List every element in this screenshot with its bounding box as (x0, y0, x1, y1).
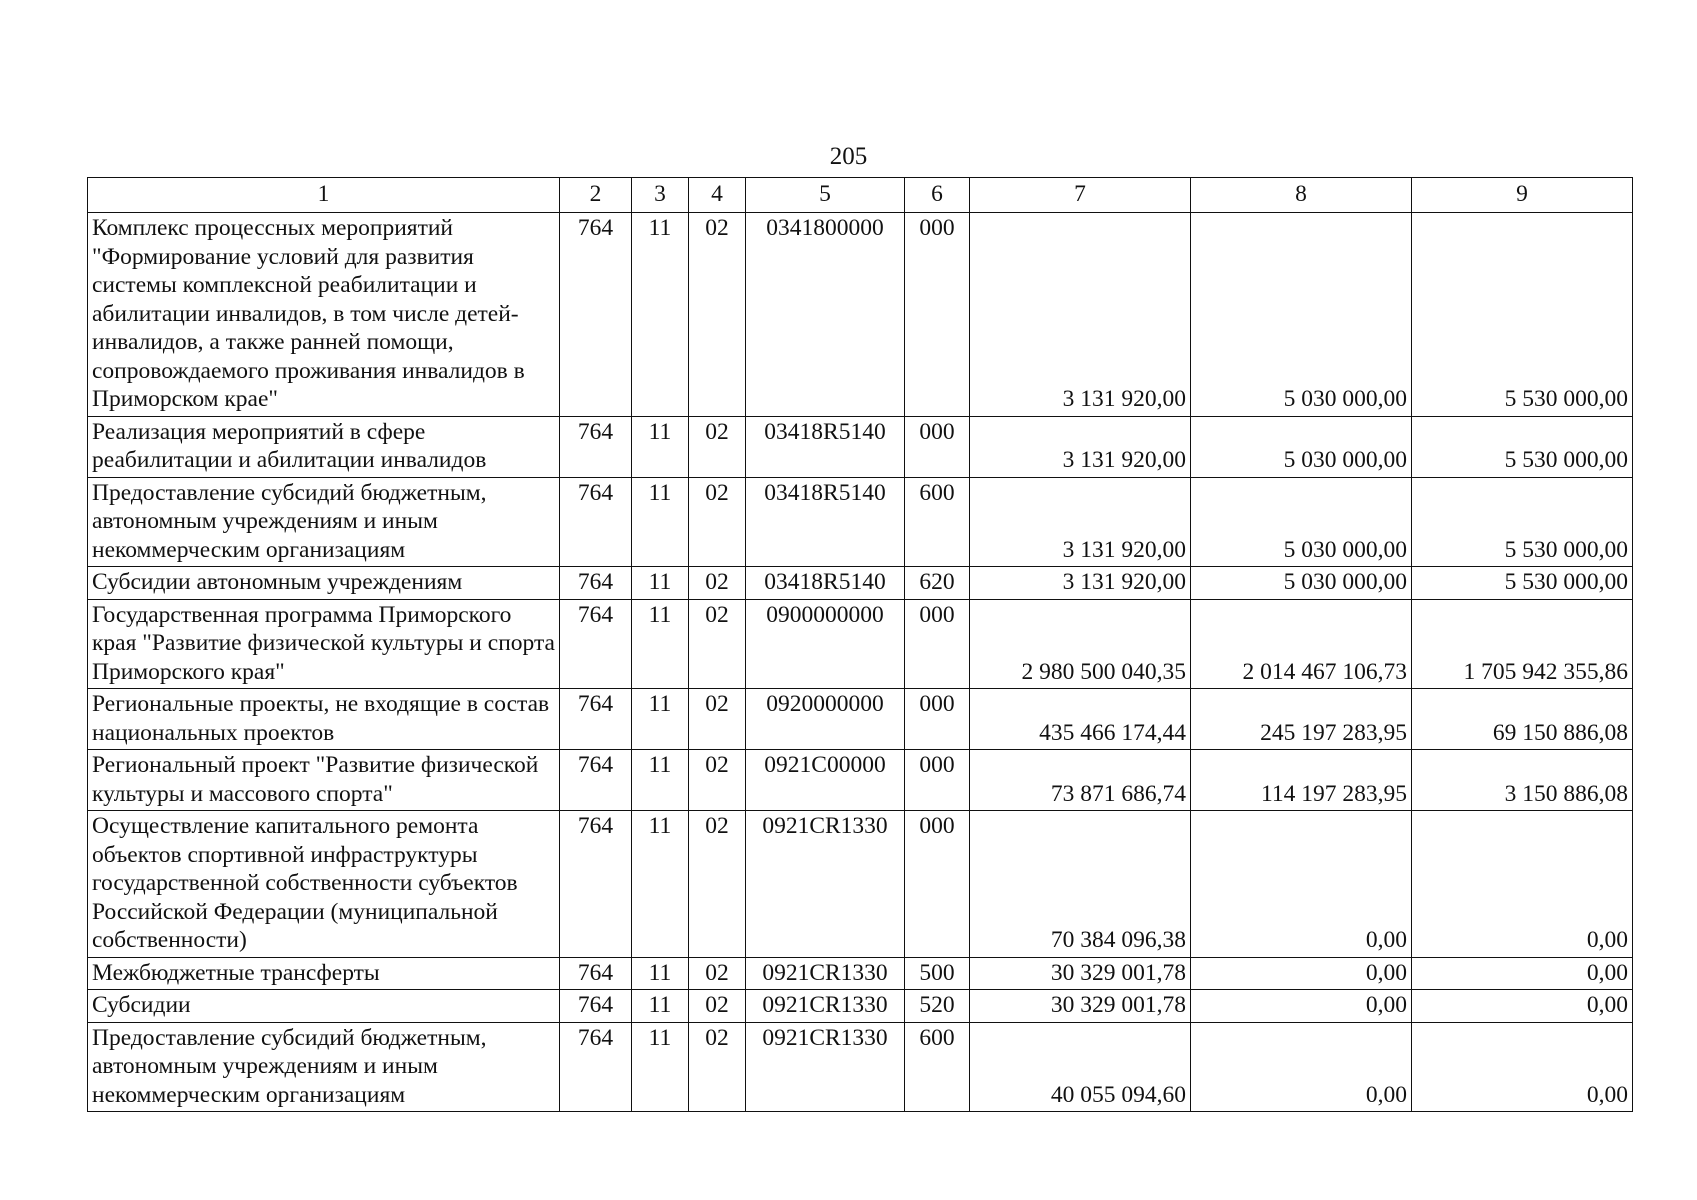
amount-col9-cell: 5 530 000,00 (1412, 213, 1633, 417)
expense-type-cell: 620 (905, 567, 970, 600)
amount-col9-cell: 0,00 (1412, 811, 1633, 958)
table-row (88, 213, 1633, 417)
amount-col8-cell: 114 197 283,95 (1191, 750, 1412, 811)
amount-col9-cell: 5 530 000,00 (1412, 567, 1633, 600)
row-name-cell: Региональный проект "Развитие физической культуры и массового спорта" (88, 750, 560, 811)
expense-type-cell: 000 (905, 213, 970, 417)
target-article-cell: 03418R5140 (746, 477, 905, 567)
table-row (88, 416, 1633, 477)
admin-code-cell: 764 (560, 750, 632, 811)
amount-col9-cell: 0,00 (1412, 990, 1633, 1023)
amount-col8-cell: 0,00 (1191, 811, 1412, 958)
target-article-cell: 0921CR1330 (746, 1022, 905, 1112)
amount-col9-cell: 0,00 (1412, 1022, 1633, 1112)
row-name-cell: Субсидии (88, 990, 560, 1023)
amount-col7-cell: 30 329 001,78 (970, 990, 1191, 1023)
admin-code-cell: 764 (560, 567, 632, 600)
amount-col9-cell: 1 705 942 355,86 (1412, 599, 1633, 689)
admin-code-cell: 764 (560, 599, 632, 689)
section-code-cell: 11 (632, 990, 689, 1023)
admin-code-cell: 764 (560, 957, 632, 990)
column-header: 8 (1191, 178, 1412, 213)
subsection-code-cell: 02 (689, 811, 746, 958)
column-header: 1 (88, 178, 560, 213)
amount-col7-cell: 3 131 920,00 (970, 213, 1191, 417)
amount-col8-cell: 5 030 000,00 (1191, 477, 1412, 567)
column-header: 6 (905, 178, 970, 213)
table-row (88, 957, 1633, 990)
section-code-cell: 11 (632, 811, 689, 958)
row-name-cell: Государственная программа Приморского края "Развитие физической культуры и спорта Приморского края" (88, 599, 560, 689)
row-name-cell: Межбюджетные трансферты (88, 957, 560, 990)
amount-col7-cell: 30 329 001,78 (970, 957, 1191, 990)
row-name-cell: Субсидии автономным учреждениям (88, 567, 560, 600)
column-header: 4 (689, 178, 746, 213)
section-code-cell: 11 (632, 957, 689, 990)
column-header: 9 (1412, 178, 1633, 213)
column-header: 5 (746, 178, 905, 213)
amount-col9-cell: 5 530 000,00 (1412, 477, 1633, 567)
amount-col8-cell: 0,00 (1191, 990, 1412, 1023)
amount-col8-cell: 5 030 000,00 (1191, 213, 1412, 417)
expense-type-cell: 000 (905, 689, 970, 750)
subsection-code-cell: 02 (689, 750, 746, 811)
section-code-cell: 11 (632, 750, 689, 811)
amount-col8-cell: 0,00 (1191, 1022, 1412, 1112)
amount-col7-cell: 2 980 500 040,35 (970, 599, 1191, 689)
admin-code-cell: 764 (560, 811, 632, 958)
admin-code-cell: 764 (560, 990, 632, 1023)
row-name-cell: Региональные проекты, не входящие в состав национальных проектов (88, 689, 560, 750)
expense-type-cell: 000 (905, 750, 970, 811)
table-row (88, 477, 1633, 567)
amount-col7-cell: 70 384 096,38 (970, 811, 1191, 958)
target-article-cell: 0921CR1330 (746, 990, 905, 1023)
section-code-cell: 11 (632, 689, 689, 750)
expense-type-cell: 500 (905, 957, 970, 990)
budget-table (87, 177, 1633, 1112)
subsection-code-cell: 02 (689, 689, 746, 750)
amount-col7-cell: 3 131 920,00 (970, 567, 1191, 600)
subsection-code-cell: 02 (689, 213, 746, 417)
amount-col8-cell: 245 197 283,95 (1191, 689, 1412, 750)
target-article-cell: 0341800000 (746, 213, 905, 417)
section-code-cell: 11 (632, 213, 689, 417)
admin-code-cell: 764 (560, 213, 632, 417)
target-article-cell: 0900000000 (746, 599, 905, 689)
admin-code-cell: 764 (560, 477, 632, 567)
row-name-cell: Реализация мероприятий в сфере реабилитации и абилитации инвалидов (88, 416, 560, 477)
amount-col9-cell: 5 530 000,00 (1412, 416, 1633, 477)
amount-col8-cell: 0,00 (1191, 957, 1412, 990)
row-name-cell: Предоставление субсидий бюджетным, автономным учреждениям и иным некоммерческим организациям (88, 477, 560, 567)
column-header: 2 (560, 178, 632, 213)
amount-col9-cell: 0,00 (1412, 957, 1633, 990)
row-name-cell: Комплекс процессных мероприятий "Формирование условий для развития системы комплексной реабилитации и абилитации инвалидов, в том числе детей-инвалидов, а также ранней помощи, сопровождаемого проживания инвалидов в Приморском крае" (88, 213, 560, 417)
subsection-code-cell: 02 (689, 957, 746, 990)
target-article-cell: 03418R5140 (746, 416, 905, 477)
page-number: 205 (829, 143, 868, 170)
table-row (88, 689, 1633, 750)
column-header: 7 (970, 178, 1191, 213)
table-header-row (88, 178, 1633, 213)
target-article-cell: 0921CR1330 (746, 957, 905, 990)
section-code-cell: 11 (632, 567, 689, 600)
subsection-code-cell: 02 (689, 416, 746, 477)
target-article-cell: 03418R5140 (746, 567, 905, 600)
expense-type-cell: 600 (905, 1022, 970, 1112)
target-article-cell: 0921CR1330 (746, 811, 905, 958)
amount-col8-cell: 5 030 000,00 (1191, 567, 1412, 600)
subsection-code-cell: 02 (689, 477, 746, 567)
admin-code-cell: 764 (560, 689, 632, 750)
table-row (88, 1022, 1633, 1112)
table-row (88, 599, 1633, 689)
subsection-code-cell: 02 (689, 599, 746, 689)
expense-type-cell: 520 (905, 990, 970, 1023)
section-code-cell: 11 (632, 599, 689, 689)
admin-code-cell: 764 (560, 1022, 632, 1112)
amount-col9-cell: 69 150 886,08 (1412, 689, 1633, 750)
admin-code-cell: 764 (560, 416, 632, 477)
expense-type-cell: 000 (905, 416, 970, 477)
table-row (88, 750, 1633, 811)
row-name-cell: Предоставление субсидий бюджетным, автономным учреждениям и иным некоммерческим организациям (88, 1022, 560, 1112)
row-name-cell: Осуществление капитального ремонта объектов спортивной инфраструктуры государственной собственности субъектов Российской Федерации (муниципальной собственности) (88, 811, 560, 958)
subsection-code-cell: 02 (689, 567, 746, 600)
section-code-cell: 11 (632, 1022, 689, 1112)
amount-col7-cell: 435 466 174,44 (970, 689, 1191, 750)
section-code-cell: 11 (632, 477, 689, 567)
expense-type-cell: 600 (905, 477, 970, 567)
table-row (88, 990, 1633, 1023)
target-article-cell: 0920000000 (746, 689, 905, 750)
amount-col9-cell: 3 150 886,08 (1412, 750, 1633, 811)
expense-type-cell: 000 (905, 599, 970, 689)
table-row (88, 811, 1633, 958)
amount-col7-cell: 3 131 920,00 (970, 477, 1191, 567)
amount-col7-cell: 73 871 686,74 (970, 750, 1191, 811)
table-row (88, 567, 1633, 600)
subsection-code-cell: 02 (689, 1022, 746, 1112)
expense-type-cell: 000 (905, 811, 970, 958)
subsection-code-cell: 02 (689, 990, 746, 1023)
amount-col8-cell: 2 014 467 106,73 (1191, 599, 1412, 689)
amount-col7-cell: 3 131 920,00 (970, 416, 1191, 477)
amount-col7-cell: 40 055 094,60 (970, 1022, 1191, 1112)
column-header: 3 (632, 178, 689, 213)
section-code-cell: 11 (632, 416, 689, 477)
target-article-cell: 0921C00000 (746, 750, 905, 811)
amount-col8-cell: 5 030 000,00 (1191, 416, 1412, 477)
